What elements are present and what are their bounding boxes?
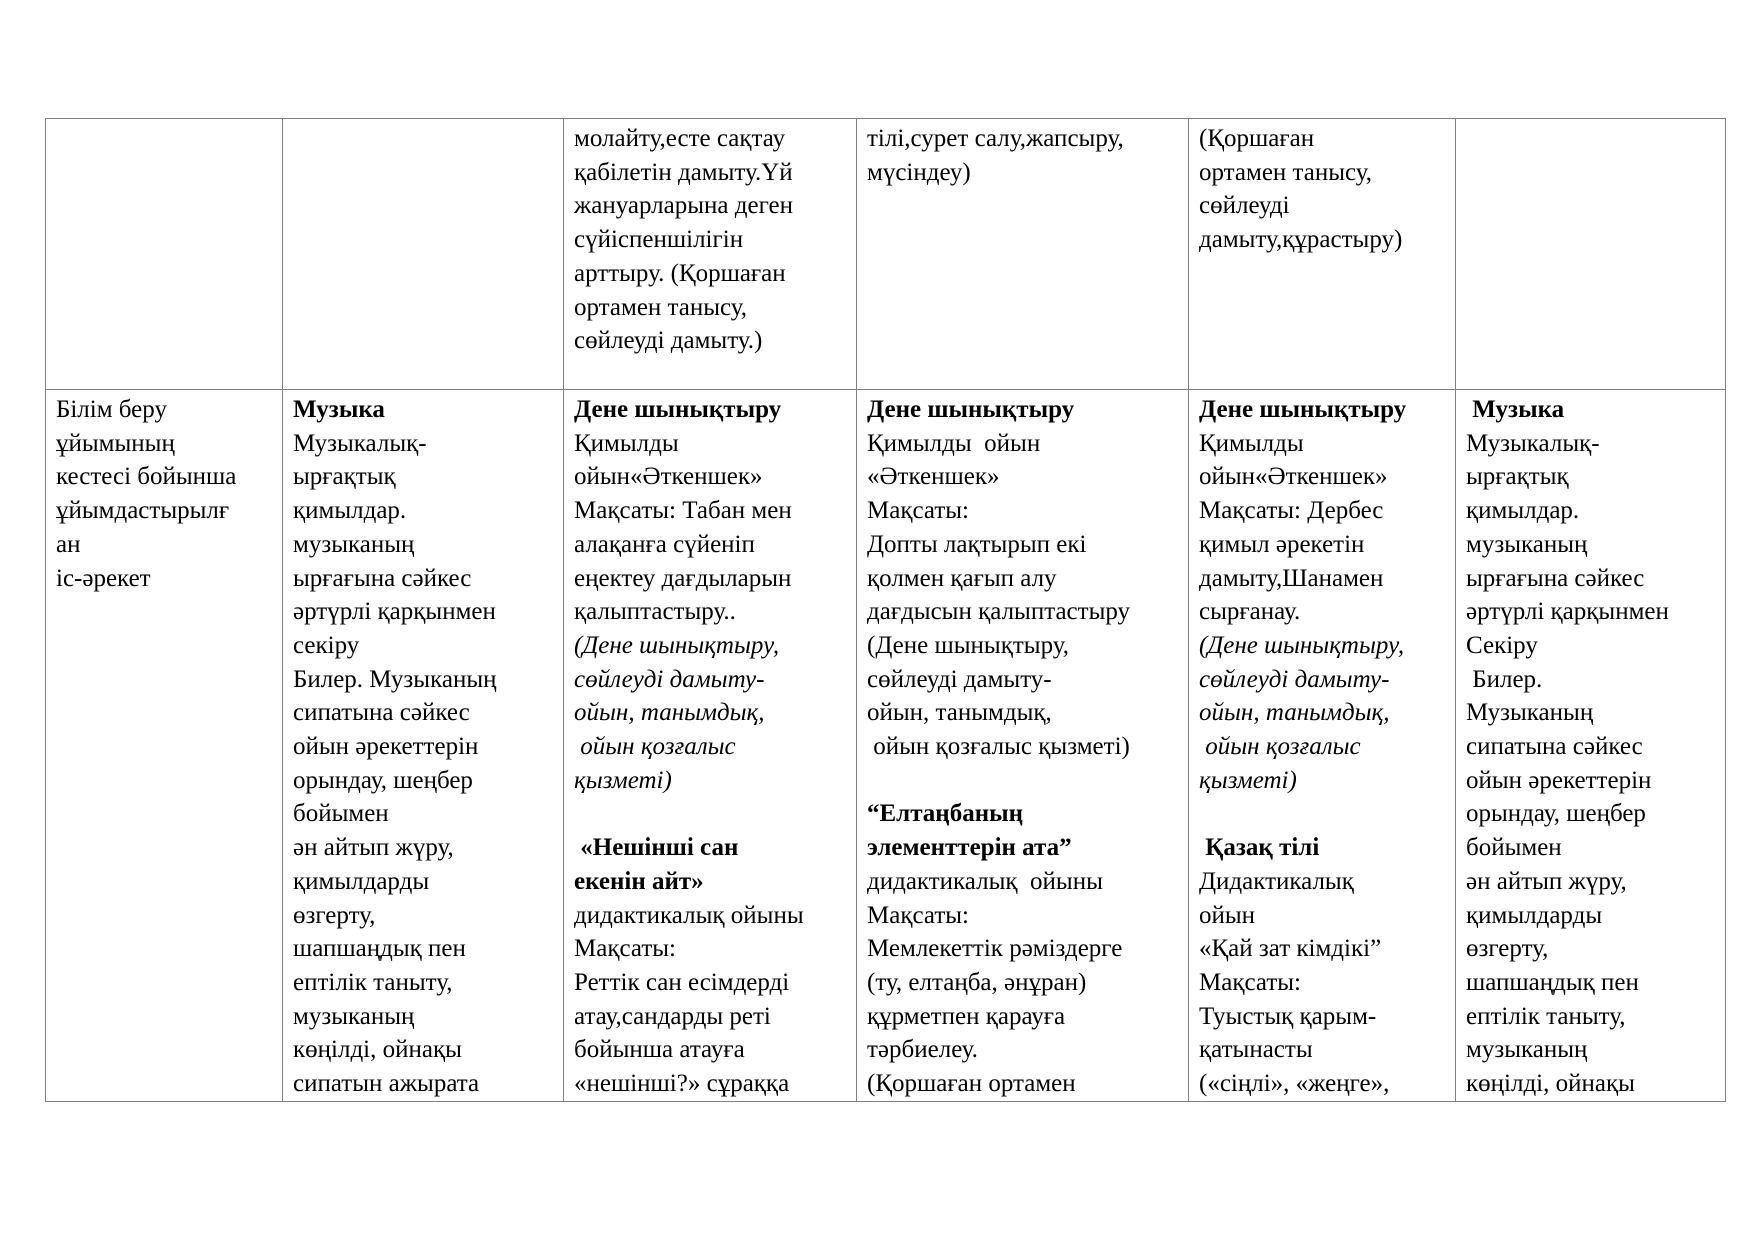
cell-text-line: сипатына сәйкес <box>293 699 470 727</box>
cell-text-line: Дидактикалық <box>1199 867 1354 895</box>
cell-text-line: еңектеу дағдыларын <box>574 564 792 592</box>
cell-text-line: ойын қозғалыс қызметі) <box>867 733 1130 761</box>
cell-text-line: ойын, танымдық, <box>574 699 765 727</box>
row-header-cell <box>46 390 283 1102</box>
cell-text-line: тілі,сурет салу,жапсыру, <box>867 125 1124 152</box>
cell-text-line: ұйымының <box>56 429 175 457</box>
cell-text-line: сөйлеуді дамыту- <box>1199 665 1390 693</box>
cell-text-line: ойын, танымдық, <box>867 699 1052 727</box>
cell-text-line <box>867 764 1178 798</box>
cell-text-line: ойын әрекеттерін <box>1466 766 1652 794</box>
cell-text-line: тәрбиелеу. <box>867 1036 978 1064</box>
cell-text-line: қабілетін дамыту.Үй <box>574 158 793 186</box>
cell-text-line: Қазақ тілі <box>1199 834 1320 862</box>
cell-text-line: қимылдарды <box>1466 901 1603 929</box>
cell-text-line: Музыканың <box>1466 699 1594 727</box>
cell-text-line: бойымен <box>293 800 389 828</box>
cell-text-line: ырғақтық <box>1466 463 1569 491</box>
cell-text-line: өзгерту, <box>293 901 376 929</box>
cell-text-line: Мақсаты: <box>574 935 676 963</box>
cell-text-line: ырғағына сәйкес <box>293 564 472 592</box>
table-cell <box>1189 119 1456 390</box>
table-cell-music <box>283 390 564 1102</box>
cell-text-line: (ту, елтаңба, әнұран) <box>867 968 1087 996</box>
cell-text-line: шапшаңдық пен <box>1466 968 1639 996</box>
schedule-table <box>45 118 1726 1102</box>
cell-text-line: (Дене шынықтыру, <box>1199 631 1405 659</box>
cell-text-line: Билер. Музыканың <box>293 665 497 693</box>
cell-text-line: қатынасты <box>1199 1036 1313 1064</box>
cell-text-line: ептілік таныту, <box>1466 1002 1626 1030</box>
cell-text-line: ән айтып жүру, <box>1466 867 1627 895</box>
cell-text-line: Мемлекеттік рәміздерге <box>867 935 1123 963</box>
cell-text-line <box>574 797 846 831</box>
cell-text-line: Қимылды <box>574 429 679 457</box>
cell-text-line: Дене шынықтыру <box>574 396 782 423</box>
cell-text-line: ортамен танысу, <box>574 293 748 321</box>
cell-text-line: әртүрлі қарқынмен <box>293 598 496 626</box>
cell-text-line: Дене шынықтыру <box>867 396 1075 423</box>
cell-text-line: орындау, шеңбер <box>293 766 473 794</box>
cell-text-line: ортамен танысу, <box>1199 158 1373 186</box>
cell-text-line: Реттік сан есімдерді <box>574 968 790 996</box>
cell-text-line: ойын, танымдық, <box>1199 699 1390 727</box>
cell-text-line: кестесі бойынша <box>56 463 237 491</box>
cell-text-line: (Дене шынықтыру, <box>867 631 1070 659</box>
cell-text-line: өзгерту, <box>1466 935 1549 963</box>
cell-text-line: дамыту,Шанамен <box>1199 564 1384 592</box>
table-cell <box>1456 119 1726 390</box>
cell-text-line: қызметі) <box>1199 766 1297 794</box>
cell-text-line: ойын«Әткеншек» <box>1199 463 1388 491</box>
cell-text-line: іс-әрекет <box>56 564 151 592</box>
cell-text-line: («сіңлі», «жеңге», <box>1199 1070 1390 1098</box>
cell-text-line: Музыка <box>1466 396 1565 423</box>
table-cell-physical-education <box>857 390 1189 1102</box>
cell-text-line: ырғақтық <box>293 463 396 491</box>
cell-text-line: (Қоршаған ортамен <box>867 1070 1076 1098</box>
cell-text-line: Қимылды <box>1199 429 1304 457</box>
cell-text-line: атау,сандарды реті <box>574 1002 771 1030</box>
cell-text-line: музыканың <box>293 530 415 558</box>
cell-text-line: екенін айт» <box>574 867 704 895</box>
table-row <box>46 119 1726 390</box>
cell-text-line: сөйлеуді дамыту- <box>867 665 1052 693</box>
cell-text-line: сырғанау. <box>1199 598 1301 626</box>
table-cell <box>46 119 283 390</box>
table-cell <box>564 119 857 390</box>
cell-text-line: музыканың <box>1466 530 1588 558</box>
cell-text-line: қолмен қағып алу <box>867 564 1057 592</box>
cell-text-line: Мақсаты: <box>867 901 969 929</box>
cell-text-line: Мақсаты: Табан мен <box>574 497 792 525</box>
cell-text-line: “Елтаңбаның <box>867 800 1024 828</box>
cell-text-line: Билер. <box>1466 665 1543 693</box>
cell-text-line: Мақсаты: Дербес <box>1199 497 1384 525</box>
cell-text-line: ән айтып жүру, <box>293 834 454 862</box>
cell-text-line: ептілік таныту, <box>293 968 453 996</box>
table-cell <box>283 119 564 390</box>
cell-text-line: Дене шынықтыру <box>1199 396 1407 423</box>
cell-text-line: қимылдарды <box>293 867 430 895</box>
cell-text-line: мүсіндеу) <box>867 158 971 186</box>
table-row <box>46 390 1726 1102</box>
cell-text-line: ырғағына сәйкес <box>1466 564 1645 592</box>
cell-text-line: сөйлеуді <box>1199 192 1290 220</box>
cell-text-line: дамыту,құрастыру) <box>1199 226 1403 254</box>
cell-text-line: көңілді, ойнақы <box>293 1036 462 1064</box>
cell-text-line: орындау, шеңбер <box>1466 800 1646 828</box>
cell-text-line: Допты лақтырып екі <box>867 530 1087 558</box>
cell-text-line: сипатын ажырата <box>293 1070 480 1098</box>
cell-text-line: көңілді, ойнақы <box>1466 1070 1635 1098</box>
cell-text-line: бойымен <box>1466 834 1562 862</box>
cell-text-line: қалыптастыру.. <box>574 598 736 626</box>
cell-text-line: секіру <box>293 631 360 659</box>
table-cell-physical-education <box>1189 390 1456 1102</box>
cell-text-line: жануарларына деген <box>574 192 793 220</box>
cell-text-line: Туыстық қарым- <box>1199 1002 1377 1030</box>
cell-text-line: «нешінші?» сұраққа <box>574 1070 790 1098</box>
cell-text-line: шапшаңдық пен <box>293 935 466 963</box>
cell-text-line: сүйіспеншілігін <box>574 226 744 254</box>
cell-text-line: дидактикалық ойыны <box>574 901 804 929</box>
cell-text-line: Музыкалық- <box>293 429 427 457</box>
cell-text-line: элементтерін ата” <box>867 834 1072 862</box>
cell-text-line: әртүрлі қарқынмен <box>1466 598 1669 626</box>
cell-text-line: қимылдар. <box>1466 497 1580 525</box>
cell-text-line: сөйлеуді дамыту.) <box>574 327 763 355</box>
cell-text-line: сөйлеуді дамыту- <box>574 665 765 693</box>
cell-text-line: арттыру. (Қоршаған <box>574 259 786 287</box>
cell-text-line: Мақсаты: <box>1199 968 1301 996</box>
cell-text-line: (Қоршаған <box>1199 125 1315 152</box>
cell-text-line: (Дене шынықтыру, <box>574 631 780 659</box>
cell-text-line: Секіру <box>1466 631 1538 659</box>
cell-text-line: қызметі) <box>574 766 672 794</box>
cell-text-line: дағдысын қалыптастыру <box>867 598 1131 626</box>
table-cell <box>857 119 1189 390</box>
cell-text-line: ойын қозғалыс <box>574 733 736 761</box>
cell-text-line: молайту,есте сақтау <box>574 125 786 152</box>
cell-text-line: бойынша атауға <box>574 1036 745 1064</box>
cell-text-line: ойын әрекеттерін <box>293 733 479 761</box>
cell-text-line: құрметпен қарауға <box>867 1002 1066 1030</box>
cell-text-line: музыканың <box>293 1002 415 1030</box>
cell-text-line: ұйымдастырылғ <box>56 497 230 525</box>
cell-text-line: Қимылды ойын <box>867 429 1041 457</box>
cell-text-line: ан <box>56 530 81 558</box>
cell-text-line: ойын қозғалыс <box>1199 733 1361 761</box>
cell-text-line: ойын«Әткеншек» <box>574 463 763 491</box>
cell-text-line: «Әткеншек» <box>867 463 1000 491</box>
table-cell-physical-education <box>564 390 857 1102</box>
table-cell-music <box>1456 390 1726 1102</box>
cell-text-line: қимылдар. <box>293 497 407 525</box>
cell-text-line: ойын <box>1199 901 1256 929</box>
cell-text-line: Музыкалық- <box>1466 429 1600 457</box>
cell-text-line: музыканың <box>1466 1036 1588 1064</box>
cell-text-line: Білім беру <box>56 396 167 423</box>
cell-text-line: Музыка <box>293 396 385 423</box>
cell-text-line: дидактикалық ойыны <box>867 867 1103 895</box>
cell-text-line <box>1199 797 1445 831</box>
cell-text-line: сипатына сәйкес <box>1466 733 1643 761</box>
cell-text-line: «Қай зат кімдікі” <box>1199 935 1382 963</box>
cell-text-line: «Нешінші сан <box>574 834 739 862</box>
cell-text-line: алақанға сүйеніп <box>574 530 755 558</box>
cell-text-line: Мақсаты: <box>867 497 969 525</box>
cell-text-line: қимыл әрекетін <box>1199 530 1365 558</box>
